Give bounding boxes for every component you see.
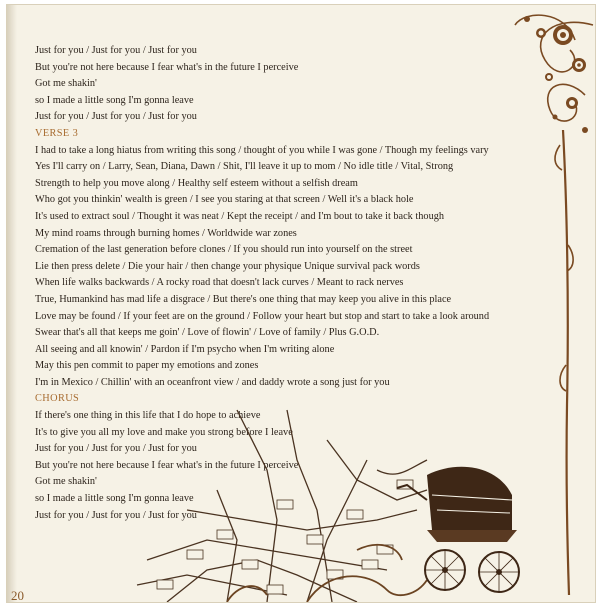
baby-carriage-illustration xyxy=(397,467,519,592)
section-heading: VERSE 3 xyxy=(35,127,79,139)
lyric-line: My mind roams through burning homes / Worldwide war zones xyxy=(35,227,297,239)
booklet-page xyxy=(6,4,596,603)
lyric-line: If there's one thing in this life that I do hope to achieve xyxy=(35,410,261,422)
lyric-line: Just for you / Just for you / Just for you xyxy=(35,509,197,521)
lyric-line: Strength to help you move along / Healthy self esteem without a selfish dream xyxy=(35,177,358,189)
lyric-line: Got me shakin' xyxy=(35,78,97,90)
lyric-line: Got me shakin' xyxy=(35,476,97,488)
lyric-line: Who got you thinkin' wealth is green / I see you staring at that screen / Well it's a black hole xyxy=(35,194,414,206)
lyric-line: Just for you / Just for you / Just for you xyxy=(35,443,197,455)
lyric-line: Just for you / Just for you / Just for you xyxy=(35,111,197,123)
page-spine-shadow xyxy=(7,5,17,602)
lyric-line: Lie then press delete / Die your hair / then change your physique Unique survival pack words xyxy=(35,260,420,272)
lyric-line: Yes I'll carry on / Larry, Sean, Diana, Dawn / Shit, I'll leave it up to mom / No idle title / Vital, Strong xyxy=(35,161,454,173)
lyric-line: But you're not here because I fear what's in the future I perceive xyxy=(35,61,299,73)
page-number: 20 xyxy=(11,588,24,603)
lyric-line: Just for you / Just for you / Just for you xyxy=(35,45,197,56)
lyric-line: All seeing and all knowin' / Pardon if I'm psycho when I'm writing alone xyxy=(35,343,335,355)
lyric-line: It's used to extract soul / Thought it was neat / Kept the receipt / and I'm bout to take it back though xyxy=(35,210,445,222)
lyric-line: When life walks backwards / A rocky road that doesn't lack curves / Meant to rack nerves xyxy=(35,277,404,289)
map-and-stroller-illustration xyxy=(127,370,527,602)
lyric-line: I had to take a long hiatus from writing this song / thought of you while I was gone / Though my feelings vary xyxy=(35,144,489,156)
lyric-line: I'm in Mexico / Chillin' with an oceanfront view / and daddy wrote a song just for you xyxy=(35,376,390,388)
lyric-line: Swear that's all that keeps me goin' / Love of flowin' / Love of family / Plus G.O.D. xyxy=(35,327,380,339)
lyric-line: It's to give you all my love and make you strong before I leave xyxy=(35,426,293,438)
lyric-line: Love may be found / If your feet are on the ground / Follow your heart but stop and start to take a look around xyxy=(35,310,490,322)
lyric-line: so I made a little song I'm gonna leave xyxy=(35,94,194,106)
lyric-line: May this pen commit to paper my emotions and zones xyxy=(35,360,259,372)
lyric-line: True, Humankind has mad life a disgrace / But there's one thing that may keep you alive in this place xyxy=(35,293,452,305)
lyric-line: so I made a little song I'm gonna leave xyxy=(35,493,194,505)
lyric-line: But you're not here because I fear what's in the future I perceive xyxy=(35,459,299,471)
section-heading: CHORUS xyxy=(35,393,80,405)
lyric-line: Cremation of the last generation before clones / If you should run into yourself on the street xyxy=(35,244,413,256)
